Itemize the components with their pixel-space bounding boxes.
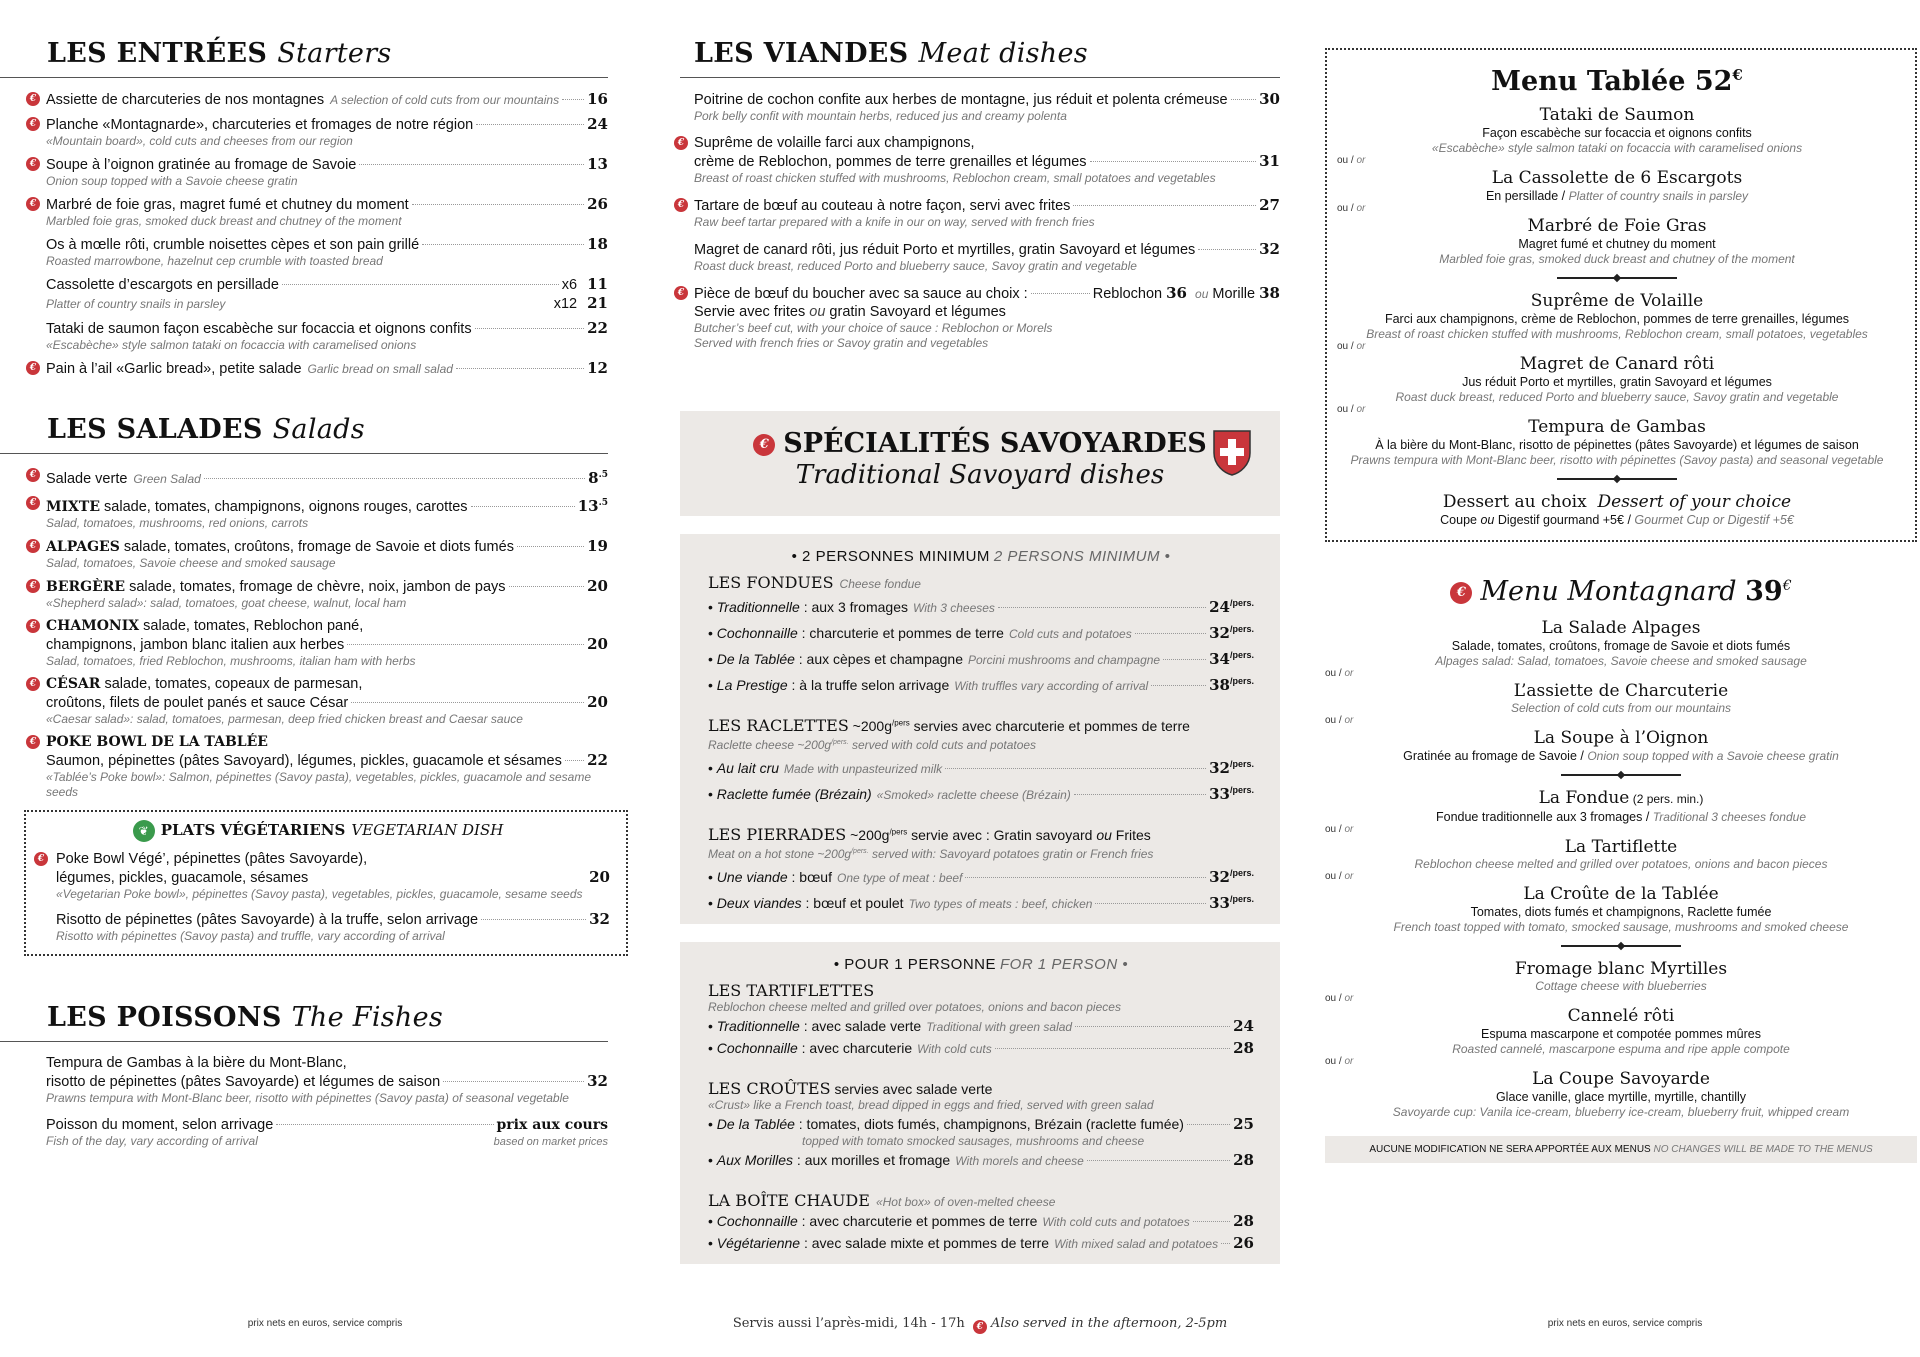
house-made-icon: € (674, 198, 688, 212)
ou-or-separator: ou / or (1337, 404, 1366, 415)
veg-risotto: Risotto de pépinettes (pâtes Savoyarde) à la truffe, selon arrivage 32 Risotto with pépinettes (Savoy pasta) and truffle, vary according of arrival (56, 910, 610, 943)
no-changes-notice: AUCUNE MODIFICATION NE SERA APPORTÉE AUX MENUS NO CHANGES WILL BE MADE TO THE MENUS (1325, 1136, 1917, 1163)
tartiflettes-heading: LES TARTIFLETTES (708, 981, 875, 1000)
fondues-list (708, 594, 1254, 696)
right-column (1325, 0, 1917, 1163)
croutes-heading: LES CROÛTES servies avec salade verte (708, 1079, 993, 1098)
house-made-icon: € (674, 136, 688, 150)
viandes-header: LES VIANDES Meat dishes (680, 38, 1280, 78)
set-menu-dish: Cannelé rôti Espuma mascarpone et compotée pommes mûres Roasted cannelé, mascarpone espuma and ripe apple compote (1452, 1006, 1790, 1056)
house-made-icon: € (26, 117, 40, 131)
ou-or-separator: ou / or (1337, 155, 1366, 166)
bullet-item: • Raclette fumée (Brézain) «Smoked» raclette cheese (Brézain) $33^{/pers.}$ (708, 785, 1254, 803)
montagnard-entrees (1325, 618, 1917, 764)
magret: Magret de canard rôti, jus réduit Porto et myrtilles, gratin Savoyard et légumes 32 Roast duck breast, reduced Porto and blueberry sauce, Savoy gratin and vegetable (694, 240, 1280, 273)
raclettes-heading: LES RACLETTES $\sim 200g^{/pers}$ servies avec charcuterie et pommes de terre (708, 716, 1190, 735)
bullet-item: • Deux viandes : bœuf et poulet Two types of meats : beef, chicken $33^{/pers.}$ (708, 894, 1254, 912)
set-menu-dish: Magret de Canard rôti Jus réduit Porto et myrtilles, gratin Savoyard et légumes Roast duck breast, reduced Porto and blueberry sauce, Savoy gratin and vegetable (1395, 354, 1839, 404)
ou-or-separator: ou / or (1337, 341, 1366, 352)
entree-item: € Assiette de charcuteries de nos montagnes A selection of cold cuts from our mountains 16 (0, 90, 608, 109)
bullet-item: • Cochonnaille : avec charcuterie et pommes de terre With cold cuts and potatoes 28 (708, 1212, 1254, 1230)
raclettes-list (708, 755, 1254, 805)
house-made-icon: € (1450, 582, 1472, 604)
ou-or-separator: ou / or (1325, 824, 1354, 835)
house-made-icon: € (674, 286, 688, 300)
menu-tablee: Menu Tablée 52€ Tataki de Saumon Façon escabèche sur focaccia et oignons confits «Escabèche» style salmon tataki on focaccia with caramelised onions ou / or La Cassolette de 6 Escargots En persillade / Platter of country snails in parsley ou / or Marbré de Foie Gras Magret fumé et chutney du moment Marbled foie gras, smoked duck breast and chutney of the moment Suprême de Volaille Farci aux champignons, crème de Reblochon, pommes de terre grenailles, légumes Breast of roast chicken stuffed with mushrooms, Reblochon cream, small potatoes, vegetables ou / or Magret de Canard rôti Jus réduit Porto et myrtilles, gratin Savoyard et légumes Roast duck breast, reduced Porto and blueberry sauce, Savoy gratin and vegetable ou / or Tempura de Gambas À la bière du Mont-Blanc, risotto de pépinettes (pâtes Savoyarde) et légumes de saison Prawns tempura with Mont-Blanc beer, risotto with pépinettes (Savoy pasta) and seasonal vegetable Dessert au choix Dessert of your choice Coupe ou Digestif gourmand +5€ / Gourmet Cup or Digestif +5€ (1325, 48, 1917, 542)
house-made-icon: € (26, 539, 40, 553)
piece-boeuf: € Pièce de bœuf du boucher avec sa sauce au choix : Reblochon 36 ou Morille 38 Servie avec frites ou gratin Savoyard et légumes Butcher’s beef cut, with your choice of sauce : Reblochon or Morels Served with french fries or Savoy gratin and vegetables (680, 284, 1280, 351)
salade-mixte: € MIXTE salade, tomates, champignons, oignons rouges, carottes $13^{.5}$ Salad, tomatoes, mushrooms, red onions, carrots (0, 494, 608, 531)
divider (1557, 478, 1677, 480)
salade-bergere: € BERGÈRE salade, tomates, fromage de chèvre, noix, jambon de pays 20 «Shepherd salad»: salad, tomatoes, goat cheese, walnut, local ham (0, 577, 608, 611)
bullet-item: • De la Tablée : aux cèpes et champagne Porcini mushrooms and champagne $34^{/pers.}$ (708, 650, 1254, 668)
ou-or-separator: ou / or (1325, 1056, 1354, 1067)
set-menu-dish: La Fondue (2 pers. min.) Fondue traditionnelle aux 3 fromages / Traditional 3 cheeses fondue (1435, 788, 1806, 824)
set-menu-dish: La Soupe à l’Oignon Gratinée au fromage de Savoie / Onion soup topped with a Savoie cheese gratin (1403, 728, 1839, 763)
bullet-item: • Traditionnelle : aux 3 fromages With 3 cheeses $24^{/pers.}$ (708, 598, 1254, 616)
divider (1561, 945, 1681, 947)
leaf-icon: ❦ (133, 820, 155, 842)
vegetarian-header: ❦ PLATS VÉGÉTARIENS VEGETARIAN DISH (26, 820, 610, 842)
entree-item: Os à mœlle rôti, crumble noisettes cèpes et son pain grillé 18 Roasted marrowbone, hazelnut cep crumble with toasted bread (46, 235, 608, 268)
box1-heading: • 2 PERSONNES MINIMUM 2 PERSONS MINIMUM • (791, 548, 1171, 565)
montagnard-desserts (1325, 959, 1917, 1120)
salade-verte: € Salade verte Green Salad $8^{.5}$ (0, 466, 608, 488)
house-made-icon: € (26, 197, 40, 211)
bullet-item: • La Prestige : à la truffe selon arrivage With truffles vary according of arrival $38^{/pers.}$ (708, 676, 1254, 694)
tartiflettes-list (708, 1017, 1254, 1059)
bullet-item: • Végétarienne : avec salade mixte et pommes de terre With mixed salad and potatoes 26 (708, 1234, 1254, 1252)
divider (1557, 277, 1677, 279)
box-1-personne: • POUR 1 PERSONNE FOR 1 PERSON • LES TARTIFLETTES Reblochon cheese melted and grilled over potatoes, onions and bacon pieces • Traditionnelle : avec salade verte Traditional with green salad 24 • Cochonnaille : avec charcuterie With cold cuts 28 LES CROÛTES servies avec salade verte «Crust» like a French toast, bread dipped in eggs and fried, served with green salad • De la Tablée : tomates, diots fumés, champignons, Brézain (raclette fumée) 25 topped with tomato smocked sausages, mushrooms and cheese • Aux Morilles : aux morilles et fromage With morels and cheese 28 LA BOÎTE CHAUDE «Hot box» of oven-melted cheese • Cochonnaille : avec charcuterie et pommes de terre With cold cuts and potatoes 28 • Végétarienne : avec salade mixte et pommes de terre With mixed salad and potatoes 26 (680, 942, 1280, 1264)
poke-bowl: € POKE BOWL DE LA TABLÉE Saumon, pépinettes (pâtes Savoyard), légumes, pickles, guacamole et sésames 22 «Tablée’s Poke bowl»: Salmon, pépinettes (Savoy pasta), vegetables, pickles, guacamole and sesame seeds (0, 733, 608, 800)
entrees-list (0, 90, 608, 378)
pierrades-heading: LES PIERRADES $\sim 200g^{/pers}$ servie avec : Gratin savoyard ou Frites (708, 825, 1151, 844)
set-menu-dish: La Tartiflette Reblochon cheese melted and grilled over potatoes, onions and bacon pieces (1414, 837, 1828, 871)
footer-left: prix nets en euros, service compris (247, 1318, 403, 1329)
house-made-icon: € (26, 92, 40, 106)
set-menu-dish: Suprême de Volaille Farci aux champignons, crème de Reblochon, pommes de terre grenailles, légumes Breast of roast chicken stuffed with mushrooms, Reblochon cream, small potatoes, vegetables (1366, 291, 1868, 341)
veg-poke: € Poke Bowl Végé’, pépinettes (pâtes Savoyarde), légumes, pickles, guacamole, sésames 20 «Vegetarian Poke bowl», pépinettes (Savoy pasta), vegetables, pickles, guacamole, sesame seeds (26, 850, 610, 902)
ou-or-separator: ou / or (1337, 203, 1366, 214)
set-menu-dish: Fromage blanc Myrtilles Cottage cheese with blueberries (1514, 959, 1728, 993)
entree-item: € Soupe à l’oignon gratinée au fromage de Savoie 13 Onion soup topped with a Savoie cheese gratin (0, 155, 608, 189)
fondues-heading: LES FONDUES Cheese fondue (708, 573, 921, 592)
dessert-choice: Dessert au choix Dessert of your choice (1442, 492, 1792, 512)
footer-middle: Servis aussi l’après-midi, 14h - 17h € Also served in the afternoon, 2-5pm (732, 1316, 1228, 1332)
house-made-icon: € (973, 1320, 987, 1334)
menu-tablee-title: Menu Tablée 52€ (1491, 66, 1743, 97)
house-made-icon: € (26, 496, 40, 510)
ou-or-separator: ou / or (1325, 871, 1354, 882)
savoie-shield-icon (1212, 429, 1252, 477)
tartare: € Tartare de bœuf au couteau à notre façon, servi avec frites 27 Raw beef tartar prepared with a knife in our on way, served with french fries (680, 196, 1280, 230)
divider (1561, 774, 1681, 776)
bullet-item: • Au lait cru Made with unpasteurized milk $32^{/pers.}$ (708, 759, 1254, 777)
menu-montagnard-title: € Menu Montagnard 39€ (1325, 576, 1917, 608)
pierrades-list (708, 864, 1254, 914)
footer-right: prix nets en euros, service compris (1547, 1318, 1703, 1329)
salades-header: LES SALADES Salads (0, 414, 608, 454)
house-made-icon: € (34, 852, 48, 866)
house-made-icon: € (26, 157, 40, 171)
box-2-personnes: • 2 PERSONNES MINIMUM 2 PERSONS MINIMUM • LES FONDUES Cheese fondue • Traditionnelle : aux 3 fromages With 3 cheeses $24^{/pers.}$ • Cochonnaille : charcuterie et pommes de terre Cold cuts and potatoes $32^{/pers.}$ • De la Tablée : aux cèpes et champagne Porcini mushrooms and champagne $34^{/pers.}$ • La Prestige : à la truffe selon arrivage With truffles vary according of arrival $38^{/pers.}$ LES RACLETTES $\sim 200g^{/pers}$ servies avec charcuterie et pommes de terre Raclette cheese $\sim 200g^{/pers.}$ served with cold cuts and potatoes • Au lait cru Made with unpasteurized milk $32^{/pers.}$ • Raclette fumée (Brézain) «Smoked» raclette cheese (Brézain) $33^{/pers.}$ LES PIERRADES $\sim 200g^{/pers}$ servie avec : Gratin savoyard ou Frites Meat on a hot stone $\sim 200g^{/pers.}$ served with: Savoyard potatoes gratin or French fries • Une viande : bœuf One type of meat : beef $32^{/pers.}$ • Deux viandes : bœuf et poulet Two types of meats : beef, chicken $33^{/pers.}$ (680, 534, 1280, 924)
specialites-banner: € SPÉCIALITÉS SAVOYARDES Traditional Savoyard dishes (680, 411, 1280, 516)
entree-item: Tataki de saumon façon escabèche sur focaccia et oignons confits 22 «Escabèche» style salmon tataki on focaccia with caramelised onions (46, 319, 608, 352)
set-menu-dish: Marbré de Foie Gras Magret fumé et chutney du moment Marbled foie gras, smoked duck breast and chutney of the moment (1439, 216, 1795, 266)
croute-morilles: • Aux Morilles : aux morilles et fromage With morels and cheese 28 (708, 1151, 1254, 1169)
entree-item: € Pain à l’ail «Garlic bread», petite salade Garlic bread on small salad 12 (0, 359, 608, 378)
montagnard-plats (1325, 788, 1917, 935)
house-made-icon: € (26, 619, 40, 633)
set-menu-dish: La Coupe Savoyarde Glace vanille, glace myrtille, myrtille, chantilly Savoyarde cup: Vanila ice-cream, blueberry ice-cream, blueberry fruit, whipped cream (1392, 1069, 1850, 1119)
menu-montagnard (1325, 576, 1917, 1163)
entree-item: € Planche «Montagnarde», charcuteries et fromages de notre région 24 «Mountain board», cold cuts and cheeses from our region (0, 115, 608, 149)
house-made-icon: € (26, 579, 40, 593)
set-menu-dish: La Croûte de la Tablée Tomates, diots fumés et champignons, Raclette fumée French toast topped with tomato, smocked sausage, mushrooms and smoked cheese (1393, 884, 1849, 934)
bullet-item: • Une viande : bœuf One type of meat : beef $32^{/pers.}$ (708, 868, 1254, 886)
poissons-header: LES POISSONS The Fishes (0, 1002, 608, 1042)
salade-cesar: € CÉSAR salade, tomates, copeaux de parmesan, croûtons, filets de poulet panés et sauce César 20 «Caesar salad»: salad, tomatoes, parmesan, deep fried chicken breast and Caesar sauce (0, 675, 608, 727)
set-menu-dish: Tataki de Saumon Façon escabèche sur focaccia et oignons confits «Escabèche» style salmon tataki on focaccia with caramelised onions (1431, 105, 1803, 155)
poisson-du-moment: Poisson du moment, selon arrivage prix aux cours Fish of the day, vary according of arrival based on market prices (46, 1117, 608, 1148)
set-menu-dish: Tempura de Gambas À la bière du Mont-Blanc, risotto de pépinettes (pâtes Savoyarde) et légumes de saison Prawns tempura with Mont-Blanc beer, risotto with pépinettes (Savoy pasta) and seasonal vegetable (1350, 417, 1884, 467)
set-menu-dish: La Cassolette de 6 Escargots En persillade / Platter of country snails in parsley (1485, 168, 1749, 203)
ou-or-separator: ou / or (1325, 715, 1354, 726)
house-made-icon: € (26, 361, 40, 375)
ou-or-separator: ou / or (1325, 993, 1354, 1004)
entrees-header: LES ENTRÉES Starters (0, 38, 608, 78)
croute-tablee: • De la Tablée : tomates, diots fumés, champignons, Brézain (raclette fumée) 25 (708, 1115, 1254, 1133)
bullet-item: • Cochonnaille : avec charcuterie With cold cuts 28 (708, 1039, 1254, 1057)
house-made-icon: € (26, 468, 40, 482)
escargots: Cassolette d’escargots en persillade x6 11 Platter of country snails in parsley x12 21 (46, 275, 608, 312)
house-made-icon: € (26, 735, 40, 749)
boite-heading: LA BOÎTE CHAUDE «Hot box» of oven-melted cheese (708, 1191, 1056, 1210)
entree-item: € Marbré de foie gras, magret fumé et chutney du moment 26 Marbled foie gras, smoked duck breast and chutney of the moment (0, 195, 608, 229)
middle-column (677, 0, 1280, 1264)
poitrine: Poitrine de cochon confite aux herbes de montagne, jus réduit et polenta crémeuse 30 Pork belly confit with mountain herbs, reduced jus and creamy polenta (694, 90, 1280, 123)
supreme: € Suprême de volaille farci aux champignons, crème de Reblochon, pommes de terre grenailles et légumes 31 Breast of roast chicken stuffed with mushrooms, Reblochon cream, small potatoes and vegetables (680, 134, 1280, 186)
set-menu-dish: La Salade Alpages Salade, tomates, croûtons, fromage de Savoie et diots fumés Alpages salad: Salad, tomatoes, Savoie cheese and smoked sausage (1435, 618, 1807, 668)
tablee-entrees (1337, 105, 1897, 267)
house-made-icon: € (753, 434, 775, 456)
set-menu-dish: L’assiette de Charcuterie Selection of cold cuts from our mountains (1510, 681, 1732, 715)
bullet-item: • Traditionnelle : avec salade verte Traditional with green salad 24 (708, 1017, 1254, 1035)
left-column (0, 0, 608, 1156)
bullet-item: • Cochonnaille : charcuterie et pommes de terre Cold cuts and potatoes $32^{/pers.}$ (708, 624, 1254, 642)
salade-alpages: € ALPAGES salade, tomates, croûtons, fromage de Savoie et diots fumés 19 Salad, tomatoes, Savoie cheese and smoked sausage (0, 537, 608, 571)
gambas: Tempura de Gambas à la bière du Mont-Blanc, risotto de pépinettes (pâtes Savoyarde) et légumes de saison 32 Prawns tempura with Mont-Blanc beer, risotto with pépinettes (Savoy pasta) of seasonal vegetable (46, 1055, 608, 1105)
boite-list (708, 1212, 1254, 1254)
vegetarian-box (24, 810, 628, 956)
tablee-plats (1337, 291, 1897, 468)
box2-heading: • POUR 1 PERSONNE FOR 1 PERSON • (833, 956, 1129, 973)
house-made-icon: € (26, 677, 40, 691)
ou-or-separator: ou / or (1325, 668, 1354, 679)
salade-chamonix: € CHAMONIX salade, tomates, Reblochon pané, champignons, jambon blanc italien aux herbes 20 Salad, tomatoes, fried Reblochon, mushrooms, italian ham with herbs (0, 617, 608, 669)
